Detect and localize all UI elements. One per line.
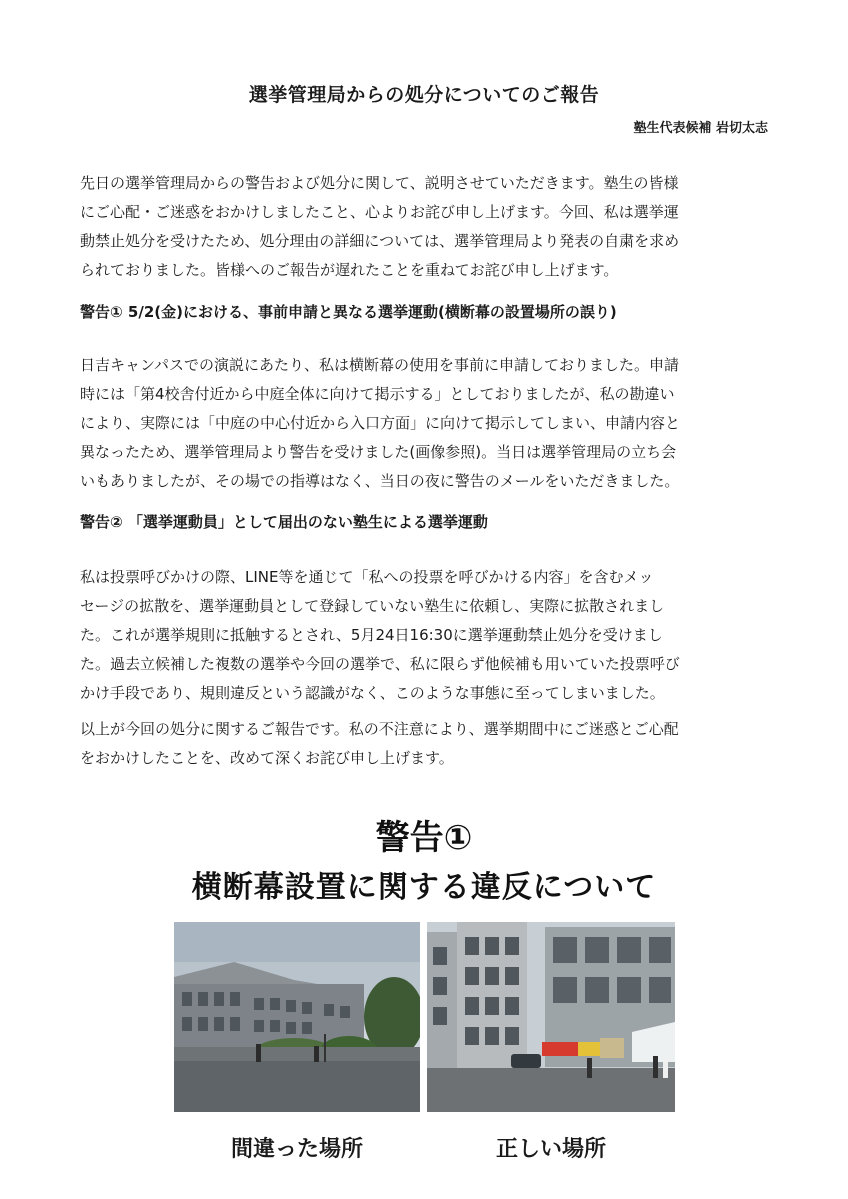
warning1-paragraph: 日吉キャンパスでの演説にあたり、私は横断幕の使用を事前に申請しておりました。申請 時には「第4校舎付近から中庭全体に向けて掲示する」としておりましたが、私の勘違い により、実際には「中庭の中心付近から入口方面」に向けて掲示してしまい、申請内容と 異なったため、選挙管理局より警告を受けました(画像参照)。当日は選挙管理局の立ち会 いもありましたが、その場での指導はなく、当日の夜に警告のメールをいただきました。 xyxy=(80,356,681,490)
intro-paragraph: 先日の選挙管理局からの警告および処分に関して、説明させていただきます。塾生の皆様 にご心配・ご迷惑をおかけしましたこと、心よりお詫び申し上げます。今回、私は選挙運 動禁止処分を受けたため、処分理由の詳細については、選挙管理局より発表の自粛を求め られておりました。皆様へのご報告が遅れたことを重ねてお詫び申し上げます。 xyxy=(80,174,680,279)
wrong-location-photo xyxy=(174,922,420,1112)
warning2-heading: 警告② 「選挙運動員」として届出のない塾生による選挙運動 xyxy=(80,513,488,531)
wrong-location-caption: 間違った場所 xyxy=(230,1137,363,1162)
correct-location-caption: 正しい場所 xyxy=(495,1137,606,1162)
warning1-heading: 警告① 5/2(金)における、事前申請と異なる選挙運動(横断幕の設置場所の誤り) xyxy=(80,303,617,321)
report-title: 選挙管理局からの処分についてのご報告 xyxy=(248,84,600,106)
correct-location-photo xyxy=(427,922,675,1112)
slide-title: 警告① xyxy=(375,818,473,858)
closing-paragraph: 以上が今回の処分に関するご報告です。私の不注意により、選挙期間中にご迷惑とご心配 をおかけしたことを、改めて深くお詫び申し上げます。 xyxy=(80,720,679,767)
warning2-paragraph: 私は投票呼びかけの際、LINE等を通じて「私への投票を呼びかける内容」を含むメッ セージの拡散を、選挙運動員として登録していない塾生に依頼し、実際に拡散されまし た。これが選挙規則に抵触するとされ、5月24日16:30に選挙運動禁止処分を受けまし た。過去立候補した複数の選挙や今回の選挙で、私に限らず他候補も用いていた投票呼び かけ手段であり、規則違反という認識がなく、このような事態に至ってしまいました。 xyxy=(80,568,680,702)
slide-subtitle: 横断幕設置に関する違反について xyxy=(191,870,657,905)
author-line: 塾生代表候補 岩切太志 xyxy=(633,121,768,136)
